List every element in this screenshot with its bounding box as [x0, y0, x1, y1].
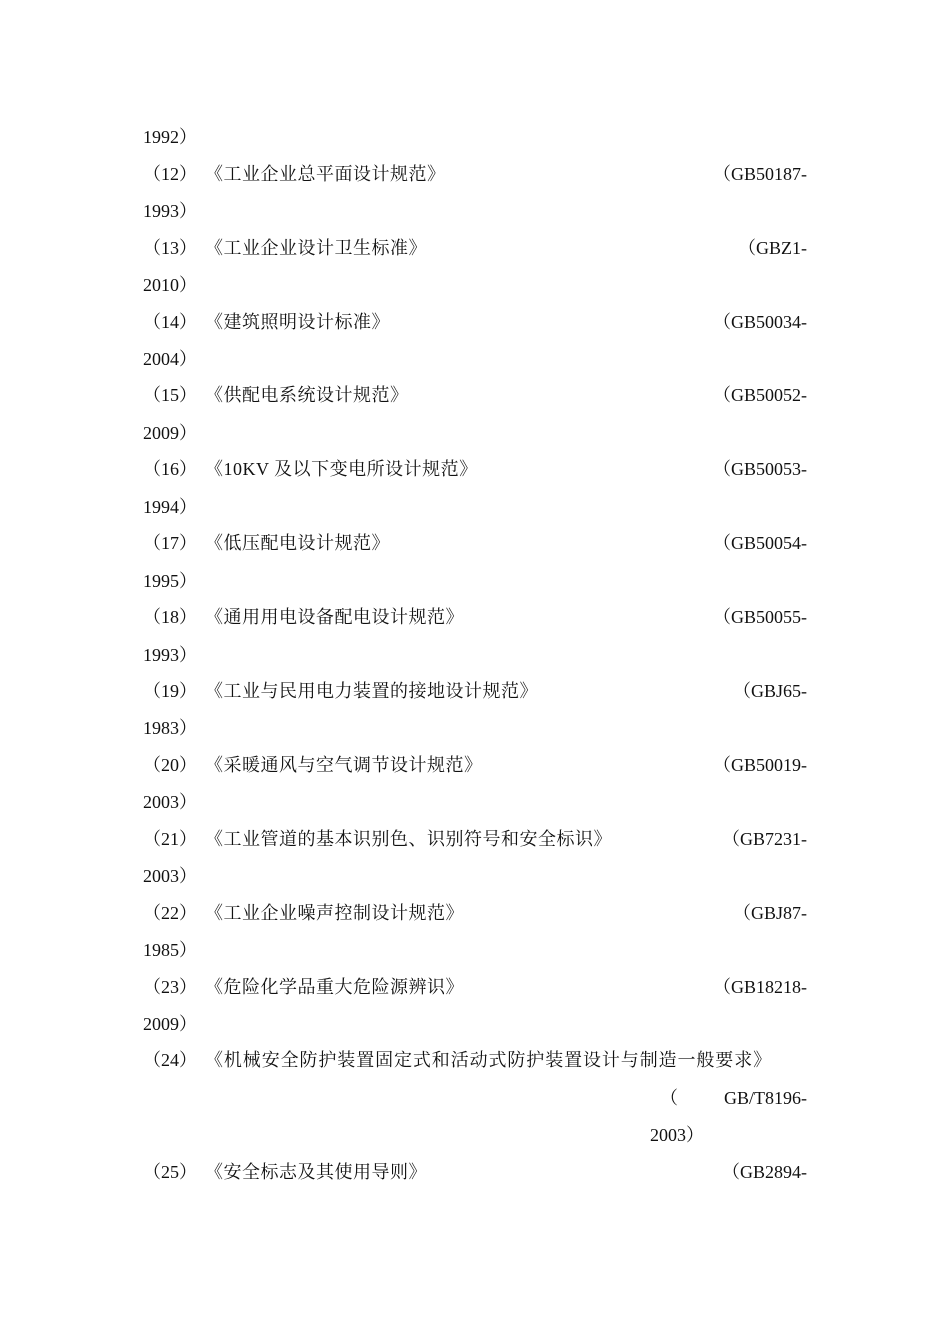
- standard-code: （GBZ1-: [738, 238, 807, 258]
- standard-year: 2004）: [143, 349, 197, 369]
- list-item: [143, 309, 807, 335]
- list-item: [143, 456, 807, 482]
- standard-year: 2003）: [143, 866, 197, 886]
- standard-title: 《安全标志及其使用导则》: [205, 1162, 427, 1182]
- standard-title: 《机械安全防护装置固定式和活动式防护装置设计与制造一般要求》: [205, 1050, 772, 1070]
- standard-year: 2009）: [143, 1014, 197, 1034]
- item-number: （25）: [143, 1162, 197, 1182]
- standard-code: GB/T8196-: [724, 1088, 807, 1108]
- standard-title: 《建筑照明设计标准》: [205, 312, 390, 332]
- standard-year: 2010）: [143, 275, 197, 295]
- item-number: （21）: [143, 829, 197, 849]
- list-item: [143, 974, 807, 1000]
- standard-year: 1983）: [143, 718, 197, 738]
- item-number: （23）: [143, 977, 197, 997]
- standard-year: 1985）: [143, 940, 197, 960]
- list-item: [143, 235, 807, 261]
- standard-title: 《工业管道的基本识别色、识别符号和安全标识》: [205, 829, 612, 849]
- list-item: [143, 752, 807, 778]
- standard-code: （GB50054-: [713, 533, 807, 553]
- standard-year: 1995）: [143, 571, 197, 591]
- standard-code-paren: （: [660, 1088, 678, 1108]
- list-item: [143, 900, 807, 926]
- standard-year: 1993）: [143, 645, 197, 665]
- item-number: （17）: [143, 533, 197, 553]
- standard-year: 1993）: [143, 201, 197, 221]
- list-item: [143, 678, 807, 704]
- standard-year: 2003）: [650, 1125, 704, 1145]
- list-item: [143, 161, 807, 187]
- standard-year: 1994）: [143, 497, 197, 517]
- list-item: [143, 826, 807, 852]
- standard-code: （GB7231-: [722, 829, 807, 849]
- item-number: （20）: [143, 755, 197, 775]
- item-number: （16）: [143, 459, 197, 479]
- standard-code: （GB2894-: [722, 1162, 807, 1182]
- standard-title: 《采暖通风与空气调节设计规范》: [205, 755, 483, 775]
- standard-code: （GB18218-: [713, 977, 807, 997]
- item-number: （12）: [143, 164, 197, 184]
- standard-code: （GB50019-: [713, 755, 807, 775]
- standard-title: 《危险化学品重大危险源辨识》: [205, 977, 464, 997]
- standard-year: 2009）: [143, 423, 197, 443]
- continued-year: 1992）: [143, 127, 197, 147]
- standard-code: （GB50187-: [713, 164, 807, 184]
- standard-title: 《工业与民用电力装置的接地设计规范》: [205, 681, 538, 701]
- list-item: [143, 530, 807, 556]
- item-number: （24）: [143, 1050, 197, 1070]
- item-number: （18）: [143, 607, 197, 627]
- item-number: （14）: [143, 312, 197, 332]
- standard-year: 2003）: [143, 792, 197, 812]
- standard-code: （GB50034-: [713, 312, 807, 332]
- standard-title: 《工业企业总平面设计规范》: [205, 164, 446, 184]
- item-number: （15）: [143, 385, 197, 405]
- list-item: [143, 604, 807, 630]
- standard-code: （GB50052-: [713, 385, 807, 405]
- standard-title: 《工业企业设计卫生标准》: [205, 238, 427, 258]
- list-item: [143, 1047, 807, 1073]
- list-item: [143, 382, 807, 408]
- standard-code: （GBJ87-: [732, 903, 807, 923]
- standard-code: （GBJ65-: [732, 681, 807, 701]
- standard-code: （GB50055-: [713, 607, 807, 627]
- standard-title: 《供配电系统设计规范》: [205, 385, 409, 405]
- standard-title: 《工业企业噪声控制设计规范》: [205, 903, 464, 923]
- list-item: [143, 1159, 807, 1185]
- standard-title: 《低压配电设计规范》: [205, 533, 390, 553]
- item-number: （19）: [143, 681, 197, 701]
- standard-title: 《10KV 及以下变电所设计规范》: [205, 459, 478, 479]
- item-number: （13）: [143, 238, 197, 258]
- item-number: （22）: [143, 903, 197, 923]
- standard-code: （GB50053-: [713, 459, 807, 479]
- standard-title: 《通用用电设备配电设计规范》: [205, 607, 464, 627]
